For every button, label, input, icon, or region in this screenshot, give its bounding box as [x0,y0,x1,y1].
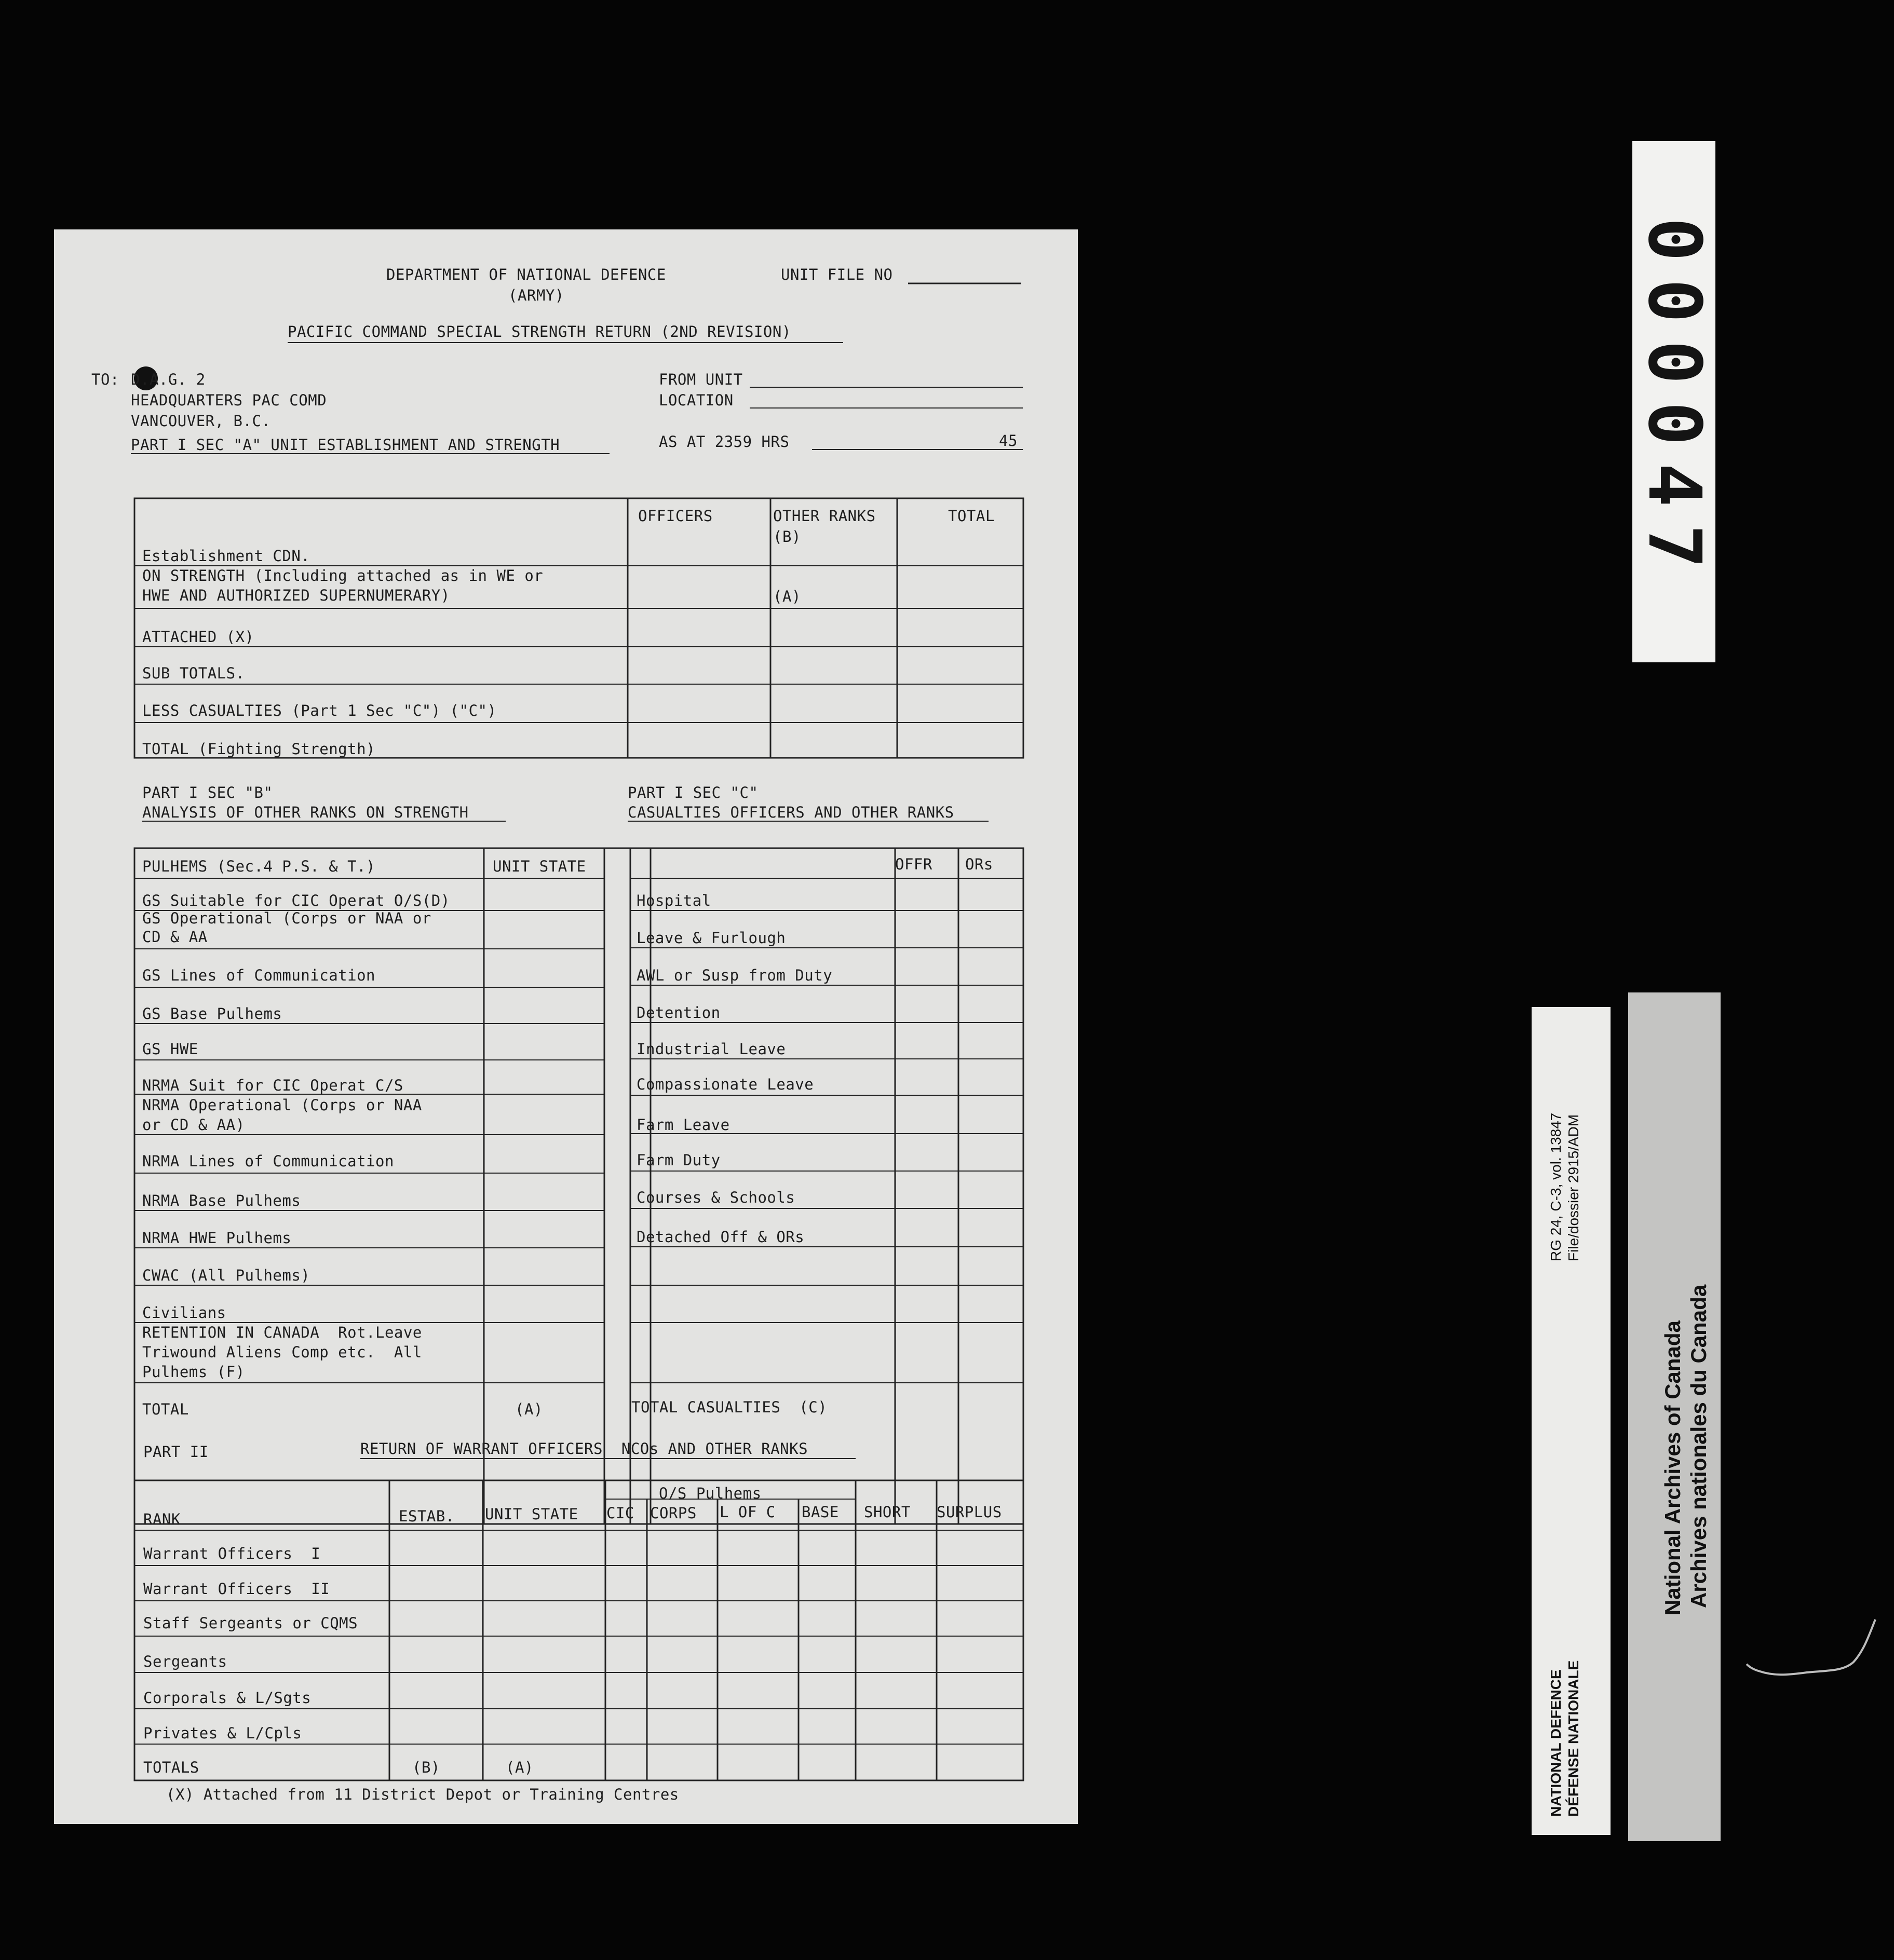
to-address-line3: VANCOUVER, B.C. [131,412,271,430]
sec-c-row: Farm Duty [637,1151,721,1169]
footnote: (X) Attached from 11 District Depot or Training Centres [166,1786,679,1803]
sec-c-row: Leave & Furlough [637,929,786,947]
part2-col-l-of-c: L OF C [720,1503,776,1521]
sec-c-subtitle: CASUALTIES OFFICERS AND OTHER RANKS [628,804,954,821]
sec-b-row: Civilians [142,1304,226,1322]
sec-b-row: NRMA Lines of Communication [142,1152,394,1170]
sec-b-col-pulhems: PULHEMS (Sec.4 P.S. & T.) [142,857,375,875]
to-label: TO: [91,371,119,388]
unit-file-label: UNIT FILE NO [781,266,893,283]
department-title: DEPARTMENT OF NATIONAL DEFENCE [386,266,666,283]
row-less-casualties: LESS CASUALTIES (Part 1 Sec "C") ("C") [142,702,497,719]
sec-b-row: GS HWE [142,1040,198,1058]
sec-b-row: NRMA HWE Pulhems [142,1229,292,1247]
sec-c-row: Detached Off & ORs [637,1228,805,1246]
form-page [54,229,1078,1824]
sec-c-row: Courses & Schools [637,1189,795,1206]
location-label: LOCATION [659,391,734,409]
part2-totals: TOTALS [143,1759,199,1776]
sec-b-row: CD & AA [142,928,208,946]
part2-unit-marker: (A) [506,1759,534,1776]
sec-b-row: Pulhems (F) [142,1363,245,1381]
archives-name-en: National Archives of Canada [1660,1321,1685,1615]
form-grid-lines [54,229,1078,1824]
film-scratch-mark [1744,1614,1879,1718]
from-unit-label: FROM UNIT [659,371,743,388]
part1-sec-a-title: PART I SEC "A" UNIT ESTABLISHMENT AND STRENGTH [131,436,560,454]
sec-b-row: NRMA Operational (Corps or NAA [142,1096,422,1114]
part2-row: Warrant Officers I [143,1545,321,1562]
part2-col-cic: CIC [606,1504,634,1522]
sec-c-row: Compassionate Leave [637,1076,814,1093]
reference-line2: File/dossier 2915/ADM [1565,1114,1581,1261]
reference-line1: RG 24, C-3, vol. 13847 [1548,1112,1564,1261]
sec-c-row: Industrial Leave [637,1040,786,1058]
sec-b-row: NRMA Suit for CIC Operat C/S [142,1077,403,1094]
army-subtitle: (ARMY) [508,287,564,304]
sec-b-col-unit-state: UNIT STATE [493,857,586,875]
part2-row: Corporals & L/Sgts [143,1689,312,1707]
row-on-strength-cont: HWE AND AUTHORIZED SUPERNUMERARY) [142,587,450,604]
row-sub-totals: SUB TOTALS. [142,664,245,682]
part2-col-unit-state: UNIT STATE [485,1505,578,1523]
sec-b-title: PART I SEC "B" [142,784,273,801]
year-value: 45 [999,432,1018,450]
sec-b-subtitle: ANALYSIS OF OTHER RANKS ON STRENGTH [142,804,469,821]
part2-label: PART II [143,1443,209,1461]
archives-name-fr: Archives nationales du Canada [1686,1284,1711,1608]
part2-row: Privates & L/Cpls [143,1724,302,1742]
part2-row: Staff Sergeants or CQMS [143,1614,358,1632]
frame-number: 000047 [1632,217,1716,586]
as-at-label: AS AT 2359 HRS [659,433,790,451]
col-other-ranks: OTHER RANKS [773,507,876,525]
part2-col-corps: CORPS [650,1504,697,1522]
sec-b-row: NRMA Base Pulhems [142,1192,301,1209]
sec-b-row: GS Base Pulhems [142,1005,282,1023]
sec-b-row: or CD & AA) [142,1116,245,1134]
row-establishment: Establishment CDN. [142,547,310,565]
part2-row: Sergeants [143,1653,227,1670]
or-marker: (B) [773,528,801,546]
sec-b-total: TOTAL [142,1400,189,1418]
part2-row: Warrant Officers II [143,1580,330,1598]
department-en: NATIONAL DEFENCE [1548,1669,1564,1817]
department-fr: DÉFENSE NATIONALE [1565,1660,1581,1817]
to-address-line2: HEADQUARTERS PAC COMD [131,391,327,409]
sec-b-row: CWAC (All Pulhems) [142,1267,310,1284]
sec-c-title: PART I SEC "C" [628,784,759,801]
sec-c-row: AWL or Susp from Duty [637,967,833,984]
form-title: PACIFIC COMMAND SPECIAL STRENGTH RETURN (2ND REVISION) [288,323,791,341]
reference-label [1532,1007,1611,1835]
col-total: TOTAL [948,507,995,525]
sec-c-row: Detention [637,1004,721,1022]
on-strength-marker: (A) [773,588,801,605]
part2-col-surplus: SURPLUS [937,1503,1002,1521]
part2-title: RETURN OF WARRANT OFFICERS NCOs AND OTHER RANKS [360,1440,808,1458]
sec-b-row: RETENTION IN CANADA Rot.Leave [142,1324,422,1341]
part2-col-base: BASE [802,1503,839,1521]
sec-b-row: GS Lines of Communication [142,967,375,984]
sec-c-col-ors: ORs [965,855,993,873]
archives-label [1628,992,1721,1841]
sec-b-row: GS Suitable for CIC Operat O/S(D) [142,892,450,909]
to-address-line1: D.A.G. 2 [131,371,206,388]
row-attached: ATTACHED (X) [142,628,254,646]
os-pulhems-header: O/S Pulhems [659,1485,762,1502]
sec-c-col-offr: OFFR [895,855,932,873]
frame-number-tab [1632,141,1715,662]
sec-c-row: Hospital [637,892,711,909]
sec-c-total: TOTAL CASUALTIES (C) [631,1398,828,1416]
row-total-fighting: TOTAL (Fighting Strength) [142,740,375,758]
sec-c-row: Farm Leave [637,1116,730,1134]
sec-b-row: Triwound Aliens Comp etc. All [142,1343,422,1361]
part2-col-rank: RANK [143,1510,181,1528]
sec-b-row: GS Operational (Corps or NAA or [142,909,431,927]
part2-col-estab: ESTAB. [399,1507,455,1525]
row-on-strength: ON STRENGTH (Including attached as in WE or [142,567,544,584]
part2-col-short: SHORT [864,1503,911,1521]
part2-estab-marker: (B) [412,1759,440,1776]
sec-b-total-marker: (A) [515,1400,543,1418]
col-officers: OFFICERS [638,507,713,525]
